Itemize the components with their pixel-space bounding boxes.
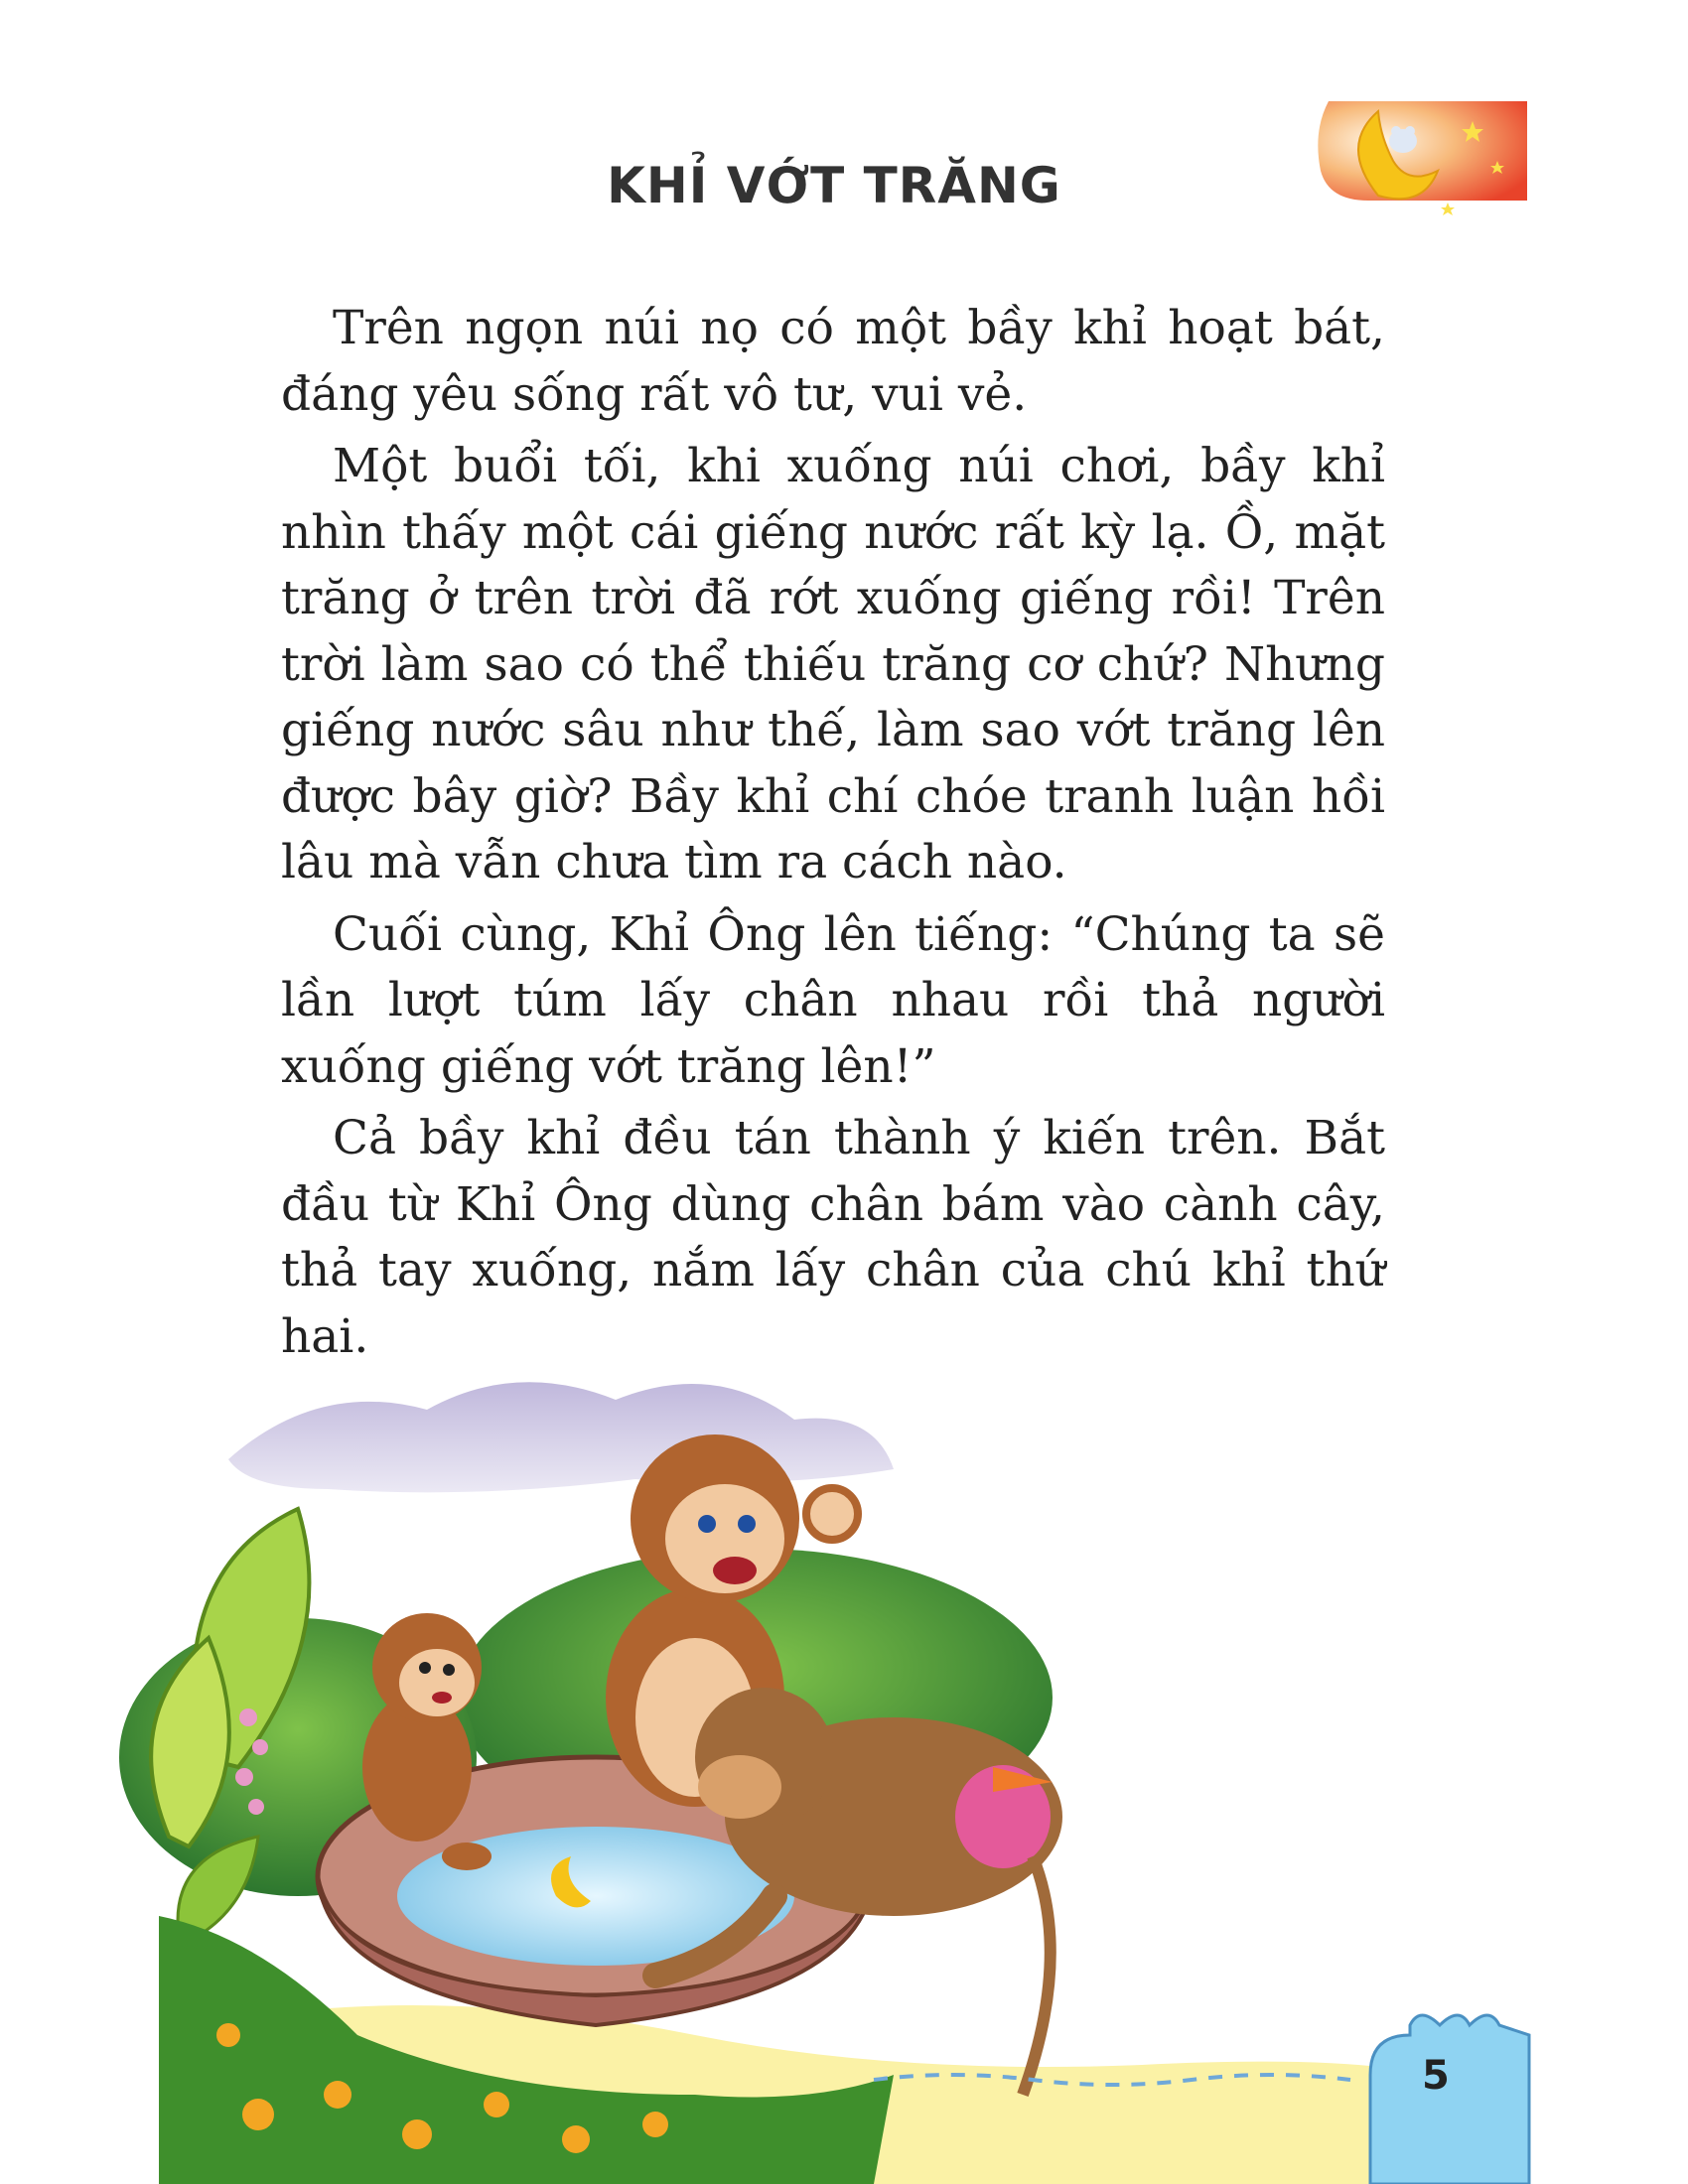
story-title: KHỈ VỚT TRĂNG	[607, 157, 1061, 214]
cloud	[228, 1382, 894, 1492]
paragraph: Một buổi tối, khi xuống núi chơi, bầy khỉ nhìn thấy một cái giếng nước rất kỳ lạ. Ồ, mặt trăng ở trên trời đã rớt xuống giếng rồi! Trên trời làm sao có thể thiếu trăng cơ chứ? Nhưng giếng nước sâu như thế, làm sao vớt trăng lên được bây giờ? Bầy khỉ chí chóe tranh luận hồi lâu mà vẫn chưa tìm ra cách nào.	[281, 439, 1385, 889]
paragraph: Cuối cùng, Khỉ Ông lên tiếng: “Chúng ta sẽ lần lượt túm lấy chân nhau rồi thả người xuống giếng vớt trăng lên!”	[281, 906, 1385, 1094]
page-number-badge	[1370, 2015, 1529, 2184]
paragraph: Cả bầy khỉ đều tán thành ý kiến trên. Bắt đầu từ Khỉ Ông dùng chân bám vào cành cây, thả tay xuống, nắm lấy chân của chú khỉ thứ hai.	[281, 1111, 1385, 1364]
story-text	[281, 296, 1385, 1376]
page-number: 5	[1422, 2053, 1450, 2099]
paragraph: Trên ngọn núi nọ có một bầy khỉ hoạt bát, đáng yêu sống rất vô tư, vui vẻ.	[281, 301, 1385, 422]
